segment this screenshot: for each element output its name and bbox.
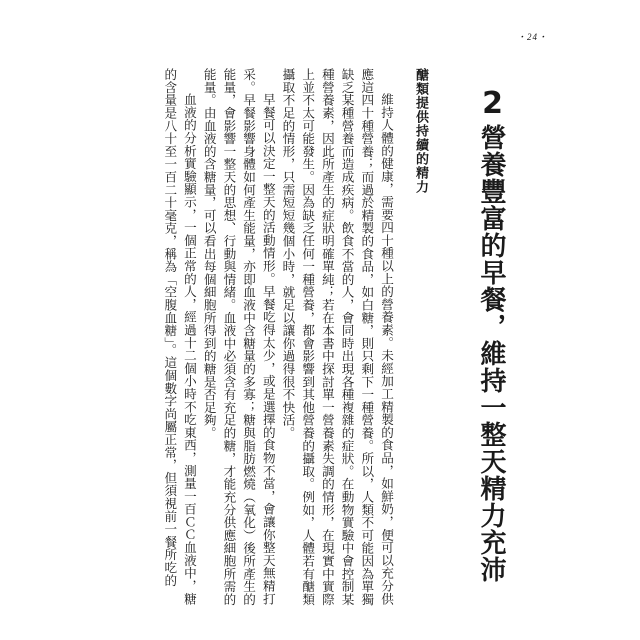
page-number: ・24・ [516,32,548,42]
paragraph: 早餐可以決定一整天的活動情形。早餐吃得太少，或是選擇的食物不當，會讓你整天無精打采。早餐影響身體如何產生能量，亦即血液中含糖量的多寡；糖與脂肪燃燒（氧化）後所產生的能量，會影響一整天的思想、行動與情緒。血液中必須含有充足的糖，才能充分供應細胞所需的能量。由血液的含糖量，可以看出每個細胞所得到的糖是否足夠。 [201,68,276,606]
section-heading: 醣類提供持續的精力 [413,68,428,194]
body-text [138,68,396,608]
chapter-title: 營養豐富的早餐，維持一整天精力充沛 [476,124,506,583]
paragraph: 維持人體的健康，需要四十種以上的營養素。未經加工精製的食品，如鮮奶，便可以充分供應這四十種營養；而過於精製的食品，如白糖，則只剩下一種營養。所以，人類不可能因為單獨缺乏某種營養而造成疾病。飲食不當的人，會同時出現各種複雜的症狀。在動物實驗中會控制某種營養素，因此所產生的症狀明確單純；若在本書中探討單一營養素失調的情形，在現實中實際上並不太可能發生。因為缺乏任何一種營養，都會影響到其他營養的攝取。例如，人體若有醣類攝取不足的情形，只需短短幾個小時，就足以讓你過得很不快活。 [280,68,394,606]
paragraph: 血液的分析實驗顯示，一個正常的人，經過十二個小時不吃東西，測量一百ＣＣ血液中，糖的含量是八十至一百二十毫克，稱為「空腹血糖」。這個數字尚屬正常，但須視前一餐所吃的 [162,68,197,606]
chapter-number: 2 [475,86,510,121]
